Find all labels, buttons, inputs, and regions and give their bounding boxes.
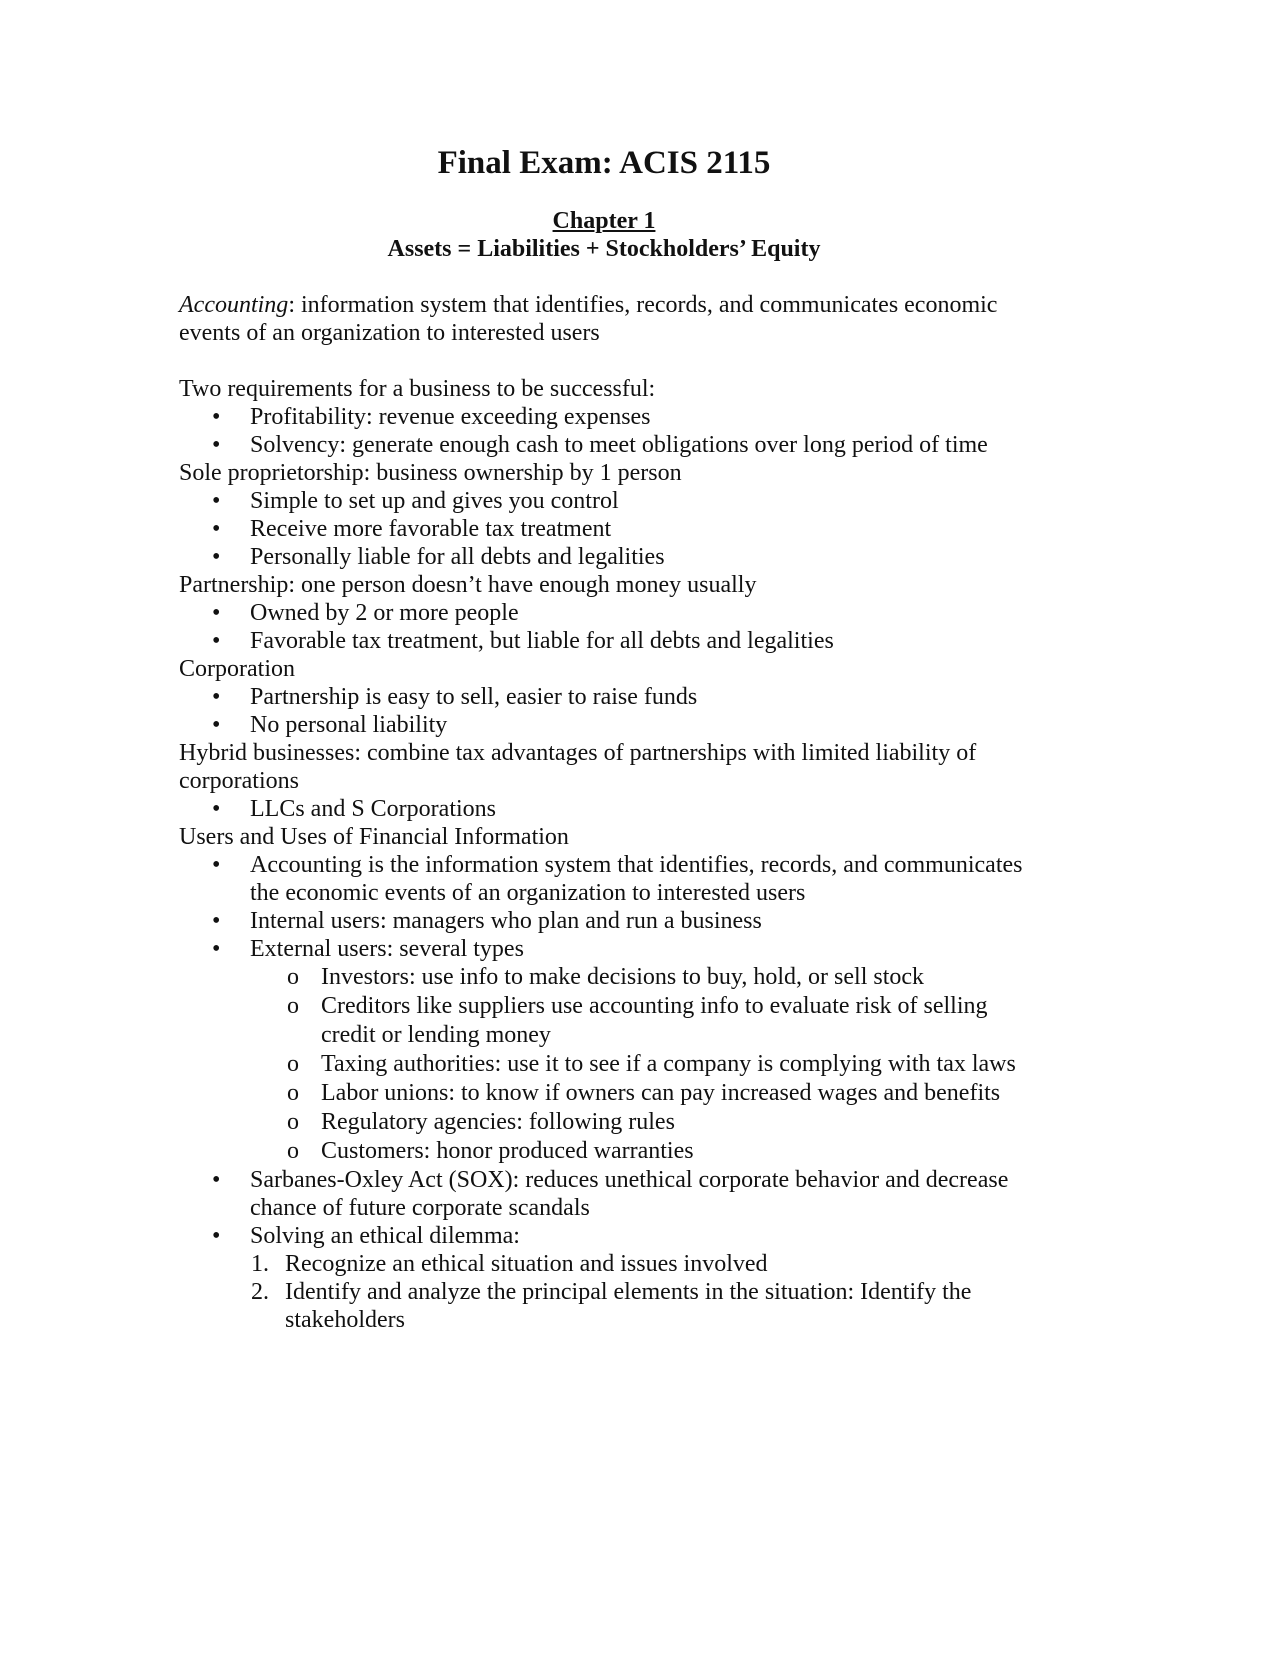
section-heading: Partnership: one person doesn’t have enough money usually xyxy=(179,572,757,598)
numbered-item xyxy=(179,1250,1029,1278)
accounting-equation: Assets = Liabilities + Stockholders’ Equity xyxy=(387,236,821,262)
section-heading: Hybrid businesses: combine tax advantages of partnerships with limited liability of corporations xyxy=(179,740,977,794)
bullet-list xyxy=(179,487,1029,571)
list-item: • LLCs and S Corporations xyxy=(179,795,1029,823)
list-item: • Owned by 2 or more people xyxy=(179,599,1029,627)
section-heading: Users and Uses of Financial Information xyxy=(179,824,569,850)
sub-list-item: o Regulatory agencies: following rules xyxy=(179,1108,1029,1137)
chapter-heading: Chapter 1 xyxy=(552,208,656,234)
list-item: • External users: several types xyxy=(179,935,1029,963)
sub-list-item: o Labor unions: to know if owners can pay increased wages and benefits xyxy=(179,1079,1029,1108)
definition-text: : information system that identifies, records, and communicates economic events of an organization to interested users xyxy=(179,292,998,346)
section-heading: Two requirements for a business to be successful: xyxy=(179,376,656,402)
list-item: • Receive more favorable tax treatment xyxy=(179,515,1029,543)
accounting-definition xyxy=(179,291,1029,347)
document-title: Final Exam: ACIS 2115 xyxy=(437,145,771,181)
item-number: 1. xyxy=(251,1251,269,1277)
bullet-list xyxy=(179,851,1029,963)
numbered-item xyxy=(179,1278,1029,1334)
term: Accounting xyxy=(179,292,289,318)
bullet-list xyxy=(179,683,1029,739)
document-page xyxy=(179,143,1029,1334)
section-heading: Corporation xyxy=(179,656,295,682)
list-item: • Solvency: generate enough cash to meet obligations over long period of time xyxy=(179,431,1029,459)
item-number: 2. xyxy=(251,1279,269,1305)
list-item: • No personal liability xyxy=(179,711,1029,739)
bullet-list xyxy=(179,599,1029,655)
list-item: • Favorable tax treatment, but liable for all debts and legalities xyxy=(179,627,1029,655)
sub-list-item: o Customers: honor produced warranties xyxy=(179,1137,1029,1166)
sub-list-item: o Taxing authorities: use it to see if a company is complying with tax laws xyxy=(179,1050,1029,1079)
list-item: • Profitability: revenue exceeding expenses xyxy=(179,403,1029,431)
sub-list-item: o Creditors like suppliers use accounting info to evaluate risk of selling credit or lending money xyxy=(179,992,1029,1050)
list-item: • Accounting is the information system that identifies, records, and communicates the economic events of an organization to interested users xyxy=(179,851,1029,907)
list-item: • Sarbanes-Oxley Act (SOX): reduces unethical corporate behavior and decrease chance of future corporate scandals xyxy=(179,1166,1029,1222)
item-text: Recognize an ethical situation and issues involved xyxy=(285,1251,768,1277)
sub-list-item: o Investors: use info to make decisions to buy, hold, or sell stock xyxy=(179,963,1029,992)
list-item: • Internal users: managers who plan and run a business xyxy=(179,907,1029,935)
sub-bullet-list xyxy=(179,963,1029,1166)
numbered-list xyxy=(179,1250,1029,1334)
section-heading: Sole proprietorship: business ownership by 1 person xyxy=(179,460,682,486)
bullet-list xyxy=(179,795,1029,823)
item-text: Identify and analyze the principal elements in the situation: Identify the stakeholders xyxy=(285,1279,972,1333)
list-item: • Simple to set up and gives you control xyxy=(179,487,1029,515)
list-item: • Personally liable for all debts and legalities xyxy=(179,543,1029,571)
list-item: • Solving an ethical dilemma: xyxy=(179,1222,1029,1250)
bullet-list xyxy=(179,403,1029,459)
list-item: • Partnership is easy to sell, easier to raise funds xyxy=(179,683,1029,711)
bullet-list xyxy=(179,1166,1029,1250)
